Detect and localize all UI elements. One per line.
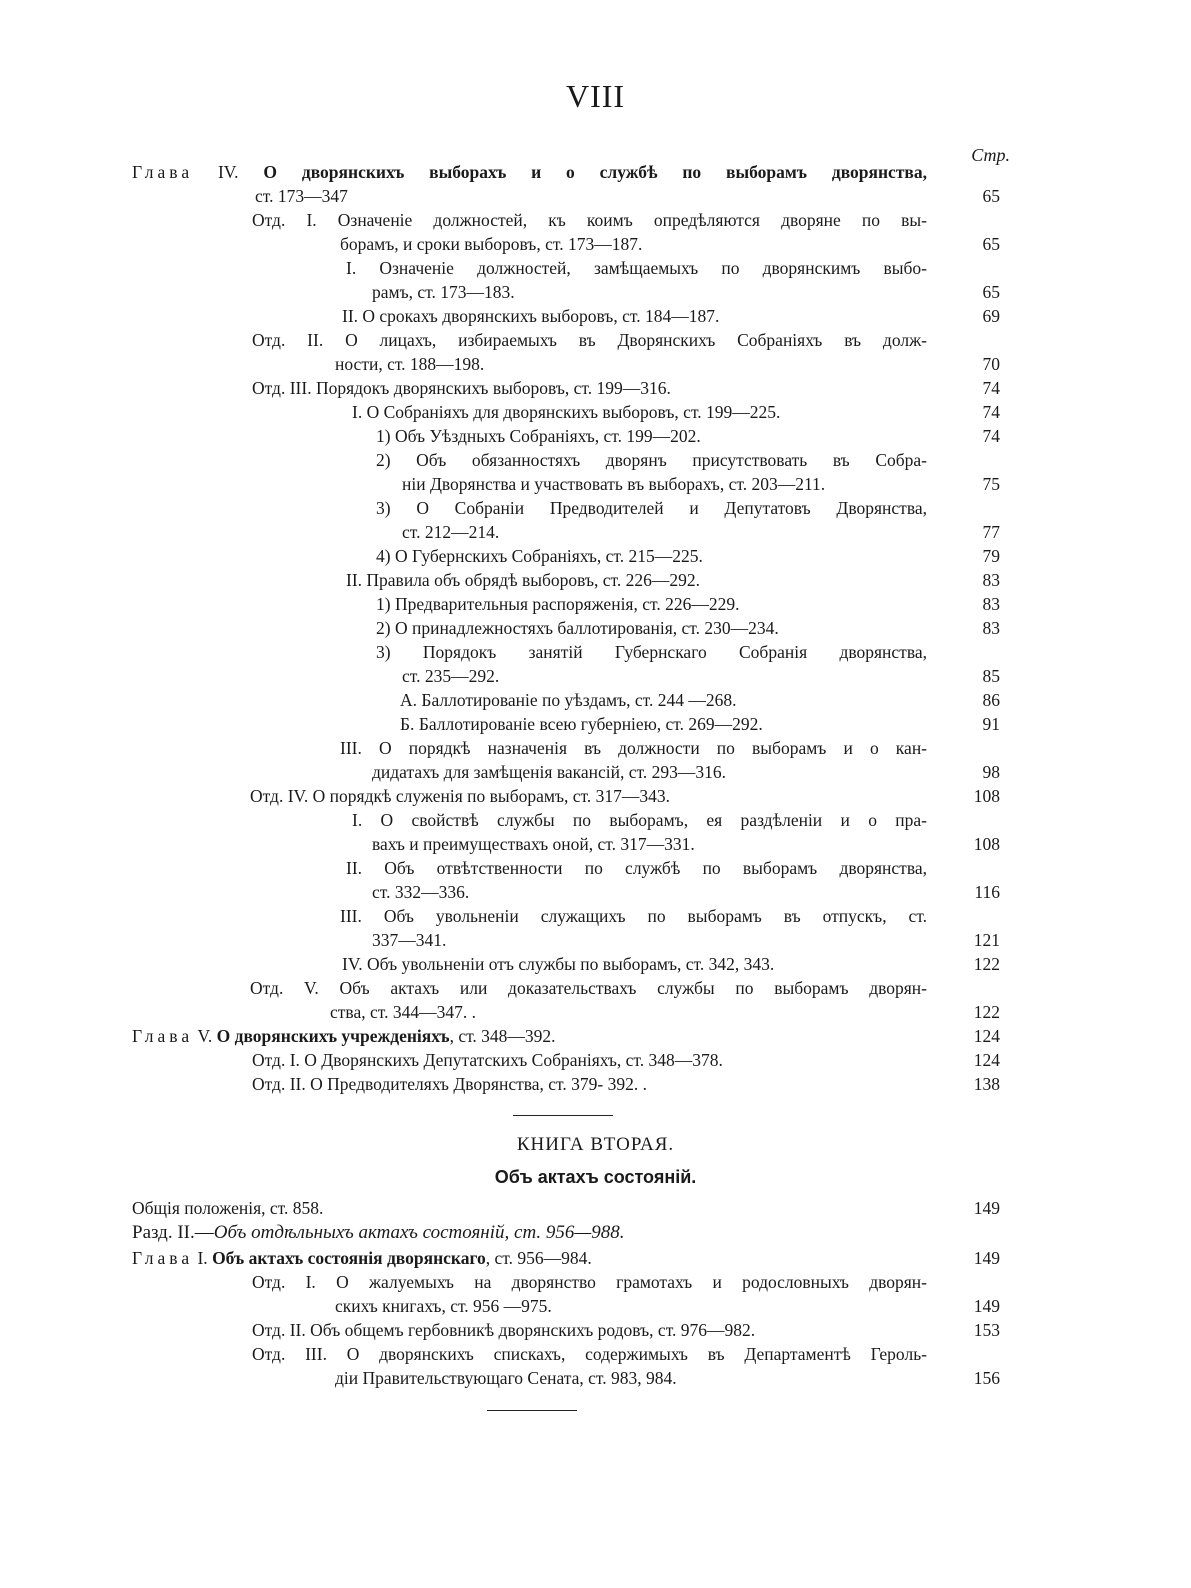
toc-entry <box>342 304 927 329</box>
entry-title: Объ отвѣтственности по службѣ по выборамъ дворянства, <box>384 858 928 878</box>
page-ref: 121 <box>973 930 1000 950</box>
toc-entry <box>342 952 927 977</box>
section-divider <box>513 1115 613 1116</box>
toc-entry <box>250 784 927 809</box>
entry-title: О принадлежностяхъ баллотированія, ст. 230—234. <box>394 618 779 638</box>
toc-entry <box>132 1246 927 1271</box>
page-ref: 116 <box>974 882 1000 902</box>
page-ref: 85 <box>982 666 1000 686</box>
page-ref: 65 <box>982 234 1000 254</box>
toc-entry <box>346 856 927 881</box>
entry-number: Отд. II. <box>252 1320 311 1340</box>
entry-continuation: діи Правительствующаго Сената, ст. 983, 984. <box>335 1368 677 1388</box>
chapter-title: О дворянскихъ учрежденіяхъ <box>216 1026 450 1046</box>
toc-entry <box>376 616 927 641</box>
page-ref: 122 <box>973 1002 1000 1022</box>
entry-continuation: скихъ книгахъ, ст. 956 —975. <box>335 1296 552 1316</box>
entry-continuation: ства, ст. 344—347. . <box>330 1002 476 1022</box>
page-ref: 83 <box>982 570 1000 590</box>
entry-number: Отд. V. <box>250 978 340 998</box>
entry-number: IV. <box>342 954 367 974</box>
page-ref: 74 <box>982 426 1000 446</box>
toc-entry <box>376 496 927 521</box>
page-ref: 83 <box>982 618 1000 638</box>
entry-title: Предварительныя распоряженія, ст. 226—229. <box>394 594 740 614</box>
entry-continuation: борамъ, и сроки выборовъ, ст. 173—187. <box>340 234 643 254</box>
entry-title: Означеніе должностей, къ коимъ опредѣляются дворяне по вы- <box>337 210 927 230</box>
entry-title: Баллотированіе всею губерніею, ст. 269—292. <box>418 714 763 734</box>
page-ref: 69 <box>982 306 1000 326</box>
entry-title: Баллотированіе по уѣздамъ, ст. 244 —268. <box>421 690 737 710</box>
entry-title: Объ увольненіи отъ службы по выборамъ, ст. 342, 343. <box>366 954 775 974</box>
toc-entry <box>252 208 927 233</box>
toc-entry <box>376 424 927 449</box>
toc-entry <box>376 544 927 569</box>
entry-number: 2) <box>376 618 395 638</box>
entry-number: IV. <box>193 162 264 182</box>
page-ref: 108 <box>973 786 1000 806</box>
entry-title: О Предводителяхъ Дворянства, ст. 379- 392. . <box>310 1074 647 1094</box>
entry-title: О Собраніи Предводителей и Депутатовъ Дворянства, <box>416 498 928 518</box>
entry-number: 3) <box>376 498 417 518</box>
page-ref: 153 <box>973 1320 1000 1340</box>
page-ref: 75 <box>982 474 1000 494</box>
entry-number: II. <box>346 858 385 878</box>
page-ref: 122 <box>973 954 1000 974</box>
chapter-title: Объ актахъ состоянія дворянскаго <box>212 1248 486 1268</box>
toc-entry <box>132 160 927 185</box>
page-ref: 108 <box>973 834 1000 854</box>
entry-continuation: ст. 332—336. <box>372 882 470 902</box>
entry-title: О порядкѣ служенія по выборамъ, ст. 317—343. <box>312 786 670 806</box>
toc-entry <box>346 568 927 593</box>
chapter-articles: , ст. 348—392. <box>449 1026 556 1046</box>
toc-entry <box>400 712 927 737</box>
entry-continuation: вахъ и преимуществахъ оной, ст. 317—331. <box>372 834 695 854</box>
entry-number: I. <box>352 810 381 830</box>
entry-number: Отд. I. <box>252 1272 337 1292</box>
page-ref: 124 <box>973 1050 1000 1070</box>
section-entry <box>132 1220 625 1245</box>
book-title: КНИГА ВТОРАЯ. <box>516 1134 675 1155</box>
entry-title: О дворянскихъ спискахъ, содержимыхъ въ Департаментѣ Героль- <box>346 1344 927 1364</box>
page-number: VIII <box>565 78 626 114</box>
toc-entry <box>352 808 927 833</box>
page-ref: 79 <box>982 546 1000 566</box>
page-ref: 156 <box>973 1368 1000 1388</box>
entry-number: III. <box>340 906 384 926</box>
entry-continuation: дидатахъ для замѣщенія вакансій, ст. 293—316. <box>372 762 726 782</box>
entry-title: Объ Уѣздныхъ Собраніяхъ, ст. 199—202. <box>394 426 701 446</box>
page-ref: 65 <box>982 282 1000 302</box>
chapter-label: Глава <box>132 1026 194 1046</box>
entry-title: Означеніе должностей, замѣщаемыхъ по дворянскимъ выбо- <box>379 258 928 278</box>
entry-title: О свойствѣ службы по выборамъ, ея раздѣленіи и о пра- <box>380 810 928 830</box>
entry-title: Порядокъ дворянскихъ выборовъ, ст. 199—316. <box>315 378 671 398</box>
entry-title: Объ обязанностяхъ дворянъ присутствовать въ Собра- <box>416 450 927 470</box>
entry-number: Отд. III. <box>252 1344 347 1364</box>
entry-number: 2) <box>376 450 417 470</box>
entry-number: I. <box>193 1248 213 1268</box>
entry-continuation: ности, ст. 188—198. <box>335 354 485 374</box>
page-ref: 74 <box>982 378 1000 398</box>
entry-title: О Губернскихъ Собраніяхъ, ст. 215—225. <box>394 546 703 566</box>
entry-number: Отд. III. <box>252 378 316 398</box>
page-ref: 74 <box>982 402 1000 422</box>
toc-entry <box>400 688 927 713</box>
toc-entry <box>252 1048 927 1073</box>
page-ref: 86 <box>982 690 1000 710</box>
toc-entry <box>132 1024 927 1049</box>
chapter-label: Глава <box>132 162 194 182</box>
entry-title: Объ общемъ гербовникѣ дворянскихъ родовъ, ст. 976—982. <box>310 1320 756 1340</box>
bottom-divider <box>487 1410 577 1411</box>
entry-number: 4) <box>376 546 395 566</box>
page-ref: 149 <box>973 1296 1000 1316</box>
entry-continuation: рамъ, ст. 173—183. <box>372 282 515 302</box>
toc-entry <box>340 736 927 761</box>
page-ref: 70 <box>982 354 1000 374</box>
toc-entry <box>250 976 927 1001</box>
toc-entry <box>252 1318 927 1343</box>
section-number: Разд. II.— <box>132 1222 214 1243</box>
page-ref: 98 <box>982 762 1000 782</box>
toc-entry <box>252 328 927 353</box>
toc-entry <box>252 1270 927 1295</box>
entry-number: А. <box>400 690 422 710</box>
entry-continuation: 337—341. <box>372 930 447 950</box>
page-ref: 149 <box>973 1248 1000 1268</box>
toc-entry <box>346 256 927 281</box>
entry-continuation: ніи Дворянства и участвовать въ выборахъ, ст. 203—211. <box>402 474 826 494</box>
entry-title: Объ актахъ или доказательствахъ службы по выборамъ дворян- <box>339 978 928 998</box>
entry-number: Отд. IV. <box>250 786 313 806</box>
page-ref: 83 <box>982 594 1000 614</box>
book-subtitle: Объ актахъ состояній. <box>494 1167 697 1187</box>
toc-entry: Общія положенія, ст. 858. <box>132 1198 324 1218</box>
toc-entry <box>252 1072 927 1097</box>
entry-number: III. <box>340 738 379 758</box>
entry-continuation: ст. 235—292. <box>402 666 500 686</box>
entry-title: О порядкѣ назначенія въ должности по выборамъ и о кан- <box>378 738 928 758</box>
entry-number: II. <box>346 570 367 590</box>
page-ref: 91 <box>982 714 1000 734</box>
entry-number: Отд. I. <box>252 210 338 230</box>
entry-number: Отд. II. <box>252 330 346 350</box>
entry-title: О Дворянскихъ Депутатскихъ Собраніяхъ, ст. 348—378. <box>304 1050 723 1070</box>
page-ref: 77 <box>982 522 1000 542</box>
toc-entry <box>376 640 927 665</box>
entry-number: 3) <box>376 642 423 662</box>
entry-number: Отд. II. <box>252 1074 311 1094</box>
entry-title: О срокахъ дворянскихъ выборовъ, ст. 184—187. <box>362 306 720 326</box>
toc-entry <box>252 376 927 401</box>
entry-continuation: ст. 212—214. <box>402 522 500 542</box>
entry-number: Б. <box>400 714 419 734</box>
toc-entry <box>340 904 927 929</box>
entry-continuation: ст. 173—347 <box>255 186 348 206</box>
entry-title: О Собраніяхъ для дворянскихъ выборовъ, ст. 199—225. <box>366 402 781 422</box>
page-ref: 124 <box>973 1026 1000 1046</box>
page-ref: 65 <box>982 186 1000 206</box>
entry-title: Порядокъ занятій Губернскаго Собранія дворянства, <box>422 642 928 662</box>
entry-number: I. <box>346 258 380 278</box>
entry-title: О лицахъ, избираемыхъ въ Дворянскихъ Собраніяхъ въ долж- <box>345 330 927 350</box>
entry-number: Отд. I. <box>252 1050 305 1070</box>
entry-title: О жалуемыхъ на дворянство грамотахъ и родословныхъ дворян- <box>336 1272 927 1292</box>
toc-entry <box>352 400 927 425</box>
chapter-label: Глава <box>132 1248 194 1268</box>
entry-number: II. <box>342 306 363 326</box>
chapter-articles: , ст. 956—984. <box>485 1248 592 1268</box>
chapter-title: О дворянскихъ выборахъ и о службѣ по выборамъ дворянства, <box>263 162 927 182</box>
entry-title: Объ увольненіи служащихъ по выборамъ въ отпускъ, ст. <box>383 906 928 926</box>
entry-number: I. <box>352 402 367 422</box>
entry-number: 1) <box>376 594 395 614</box>
entry-number: 1) <box>376 426 395 446</box>
entry-number: V. <box>193 1026 217 1046</box>
toc-entry <box>376 592 927 617</box>
toc-entry <box>376 448 927 473</box>
page-ref: 149 <box>973 1198 1000 1218</box>
section-title: Объ отдѣльныхъ актахъ состояній, ст. 956—988. <box>213 1222 625 1243</box>
page-ref: 138 <box>973 1074 1000 1094</box>
entry-title: Правила объ обрядѣ выборовъ, ст. 226—292. <box>366 570 700 590</box>
pages-column-header: Стр. <box>971 145 1010 165</box>
toc-entry <box>252 1342 927 1367</box>
